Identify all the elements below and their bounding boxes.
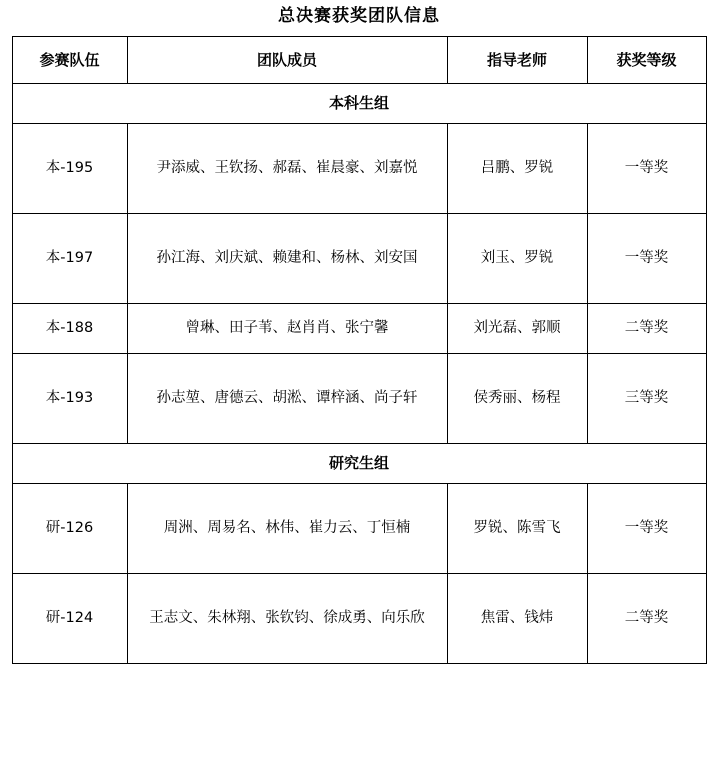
cell-team: 本-195 [12, 124, 127, 214]
cell-level: 一等奖 [587, 124, 706, 214]
cell-members: 王志文、朱林翔、张钦钧、徐成勇、向乐欣 [127, 574, 447, 664]
cell-teachers: 刘光磊、郭顺 [447, 304, 587, 354]
column-header-members: 团队成员 [127, 37, 447, 84]
award-table [12, 36, 707, 664]
cell-level: 三等奖 [587, 354, 706, 444]
cell-team: 本-193 [12, 354, 127, 444]
cell-team: 研-126 [12, 484, 127, 574]
cell-team: 本-188 [12, 304, 127, 354]
cell-members: 孙志堃、唐德云、胡淞、谭梓涵、尚子轩 [127, 354, 447, 444]
cell-team: 研-124 [12, 574, 127, 664]
cell-teachers: 焦雷、钱炜 [447, 574, 587, 664]
cell-level: 二等奖 [587, 574, 706, 664]
group-header-row [12, 84, 706, 124]
cell-level: 一等奖 [587, 214, 706, 304]
table-header-row [12, 37, 706, 84]
page-title: 总决赛获奖团队信息 [278, 6, 440, 26]
cell-teachers: 吕鹏、罗锐 [447, 124, 587, 214]
group-label: 研究生组 [12, 444, 706, 484]
table-row [12, 354, 706, 444]
cell-teachers: 刘玉、罗锐 [447, 214, 587, 304]
table-row [12, 124, 706, 214]
cell-members: 孙江海、刘庆斌、赖建和、杨林、刘安国 [127, 214, 447, 304]
table-row [12, 214, 706, 304]
table-row [12, 304, 706, 354]
cell-teachers: 罗锐、陈雪飞 [447, 484, 587, 574]
table-row [12, 574, 706, 664]
cell-members: 曾琳、田子苇、赵肖肖、张宁馨 [127, 304, 447, 354]
cell-team: 本-197 [12, 214, 127, 304]
cell-members: 尹添威、王钦扬、郝磊、崔晨豪、刘嘉悦 [127, 124, 447, 214]
cell-teachers: 侯秀丽、杨程 [447, 354, 587, 444]
table-header [12, 37, 706, 84]
group-label: 本科生组 [12, 84, 706, 124]
group-header-row [12, 444, 706, 484]
column-header-team: 参赛队伍 [12, 37, 127, 84]
column-header-teachers: 指导老师 [447, 37, 587, 84]
column-header-level: 获奖等级 [587, 37, 706, 84]
cell-level: 一等奖 [587, 484, 706, 574]
table-body [12, 84, 706, 664]
cell-level: 二等奖 [587, 304, 706, 354]
cell-members: 周洲、周易名、林伟、崔力云、丁恒楠 [127, 484, 447, 574]
table-row [12, 484, 706, 574]
